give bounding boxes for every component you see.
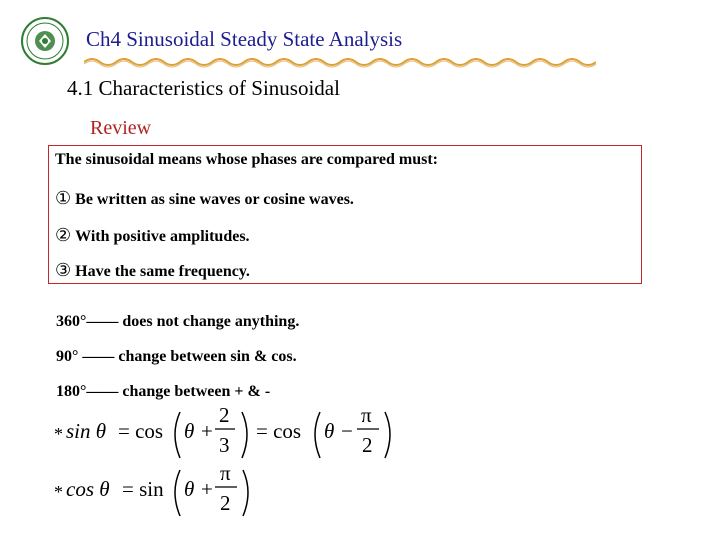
review-intro: The sinusoidal means whose phases are compared must: [55, 151, 439, 168]
review-title: Review [90, 117, 152, 139]
formula-theta-plus: θ + [184, 419, 214, 443]
frac-denominator: 3 [219, 433, 230, 457]
header-decorative-rule [84, 56, 596, 68]
circled-2-marker: ② [55, 225, 72, 246]
frac-numerator-pi: π [220, 461, 231, 485]
note-90: 90° —— change between sin & cos. [56, 348, 297, 365]
frac-numerator: 2 [219, 403, 230, 427]
section-title: 4.1 Characteristics of Sinusoidal [67, 76, 340, 100]
header-title: Ch4 Sinusoidal Steady State Analysis [86, 27, 403, 51]
formula-eq-sin: = sin [122, 477, 164, 501]
formula-theta-plus: θ + [184, 477, 214, 501]
review-box [48, 145, 642, 284]
frac-denominator-2: 2 [220, 491, 231, 515]
formula-lhs: sin θ [66, 419, 107, 443]
review-item-text: Have the same frequency. [75, 263, 250, 280]
formula-cos-identity [52, 458, 412, 528]
formula-eq-cos-2: = cos [256, 419, 302, 443]
review-item-text: Be written as sine waves or cosine waves. [75, 191, 354, 208]
review-item-1 [55, 188, 354, 209]
note-180: 180°—— change between + & - [56, 383, 271, 400]
frac-numerator-pi: π [361, 403, 372, 427]
university-seal-logo [20, 16, 70, 66]
review-item-text: With positive amplitudes. [75, 228, 250, 245]
circled-1-marker: ① [55, 188, 72, 209]
note-360: 360°—— does not change anything. [56, 313, 300, 330]
formula-eq-cos: = cos [118, 419, 164, 443]
formula-star: * [54, 424, 63, 444]
frac-denominator-2: 2 [362, 433, 373, 457]
formula-lhs: cos θ [66, 477, 110, 501]
circled-3-marker: ③ [55, 260, 72, 281]
formula-star: * [54, 482, 63, 502]
formula-theta-minus: θ − [324, 419, 354, 443]
review-item-2 [55, 225, 250, 246]
review-item-3 [55, 260, 250, 281]
